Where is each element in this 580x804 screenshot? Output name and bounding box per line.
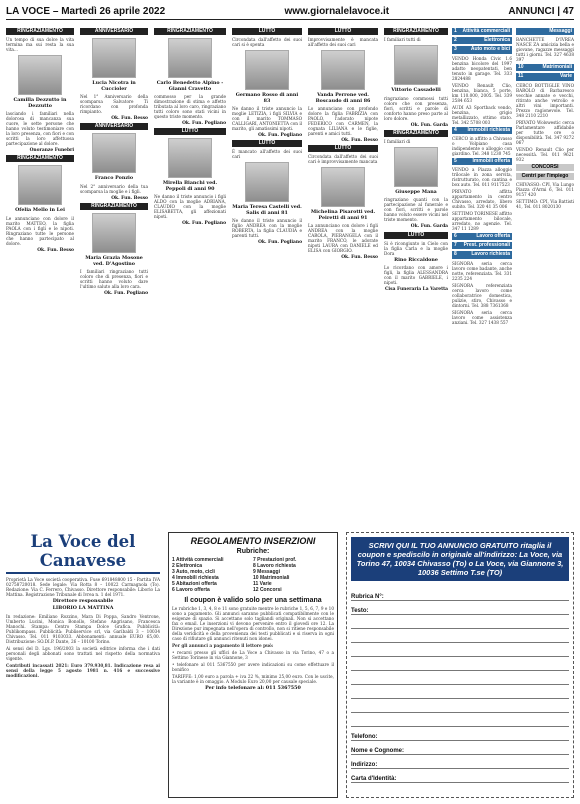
- header-website[interactable]: www.giornalelavoce.it: [284, 6, 390, 17]
- classified-ad: SIGNORA seria cerca lavoro come assistenza anziani. Tel. 327 1438 557: [452, 309, 512, 325]
- category-label: Attività commerciali: [462, 28, 510, 34]
- notice-body: Ne danno il triste annuncio i figli ALDO con la moglie ADRIANA, CLAUDIO con la moglie ELISABETTA, gli affezionati nipoti.: [154, 194, 226, 220]
- intro-text: Circondata dall'affetto dei suoi cari è improvvisamente mancata: [308, 154, 378, 165]
- classified-ad: BANCHETTE D'IVREA NASCE ZA amicizia bella e giovane, ragazze messaggi tutti i giorni. Tel. 327 4638 397: [516, 37, 574, 63]
- category-number: 11: [518, 73, 524, 80]
- portrait-photo: [168, 38, 212, 78]
- notice-body: Nel 1° Anniversario della scomparsa Salvatore Ti ricordano con profonda rimpianto.: [80, 94, 148, 115]
- masthead-body: In redazione: Emiliano Rozzino, Mara Di Poppa, Sandro Ventrone, Umberto Lucini, Monica Bonollo, Stefano Angrisano, Francesca Manochi. Stampa: Centro Stampa Dolce Grafica. Pubblicità: Publikompass. Pubblicità: Publiservice srl, via Garibaldi 3 – 10034 Chivasso. Tel. 011 9103033. Abbonamenti: annuale EURO 65,00. Distribuzione: SO.DI.P. Dante, 26 – 10100 Torino.: [6, 613, 160, 644]
- signature: Ok. Fun. Garda: [410, 224, 448, 230]
- regulation-box: [168, 532, 338, 798]
- notice-body: I familiari ringraziano tutti coloro che di presenza, fiori e scritti hanno voluto dare l'ultimo saluto alla loro cara.: [80, 269, 148, 290]
- notice-body: Lo annunciano con profondo dolore la figlia FABRIZIA con PAOLO, l'adorato nipote FEDERICO con CARMEN, la cognata LILIANA e le figlie, parenti e amici tutti.: [308, 106, 378, 137]
- regulation-body: Le rubriche 1, 3, 4, 8 e 11 sono gratuite mentre le rubriche 1, 5, 6, 7, 9 e 10 sono a pagamento. Gli annunci saranno pubblicati compatibilmente con le esigenze di spazio. Si accettano solo tagliandi originali. Non si accettano fax o email. Le inserzioni vi devono pervenire entro il giovedì ore 12. La Direzione pur impegnata nell'opera di controllo, non si ritiene responsabile della veridicità e della provenienza dei testi pubblicati e si riserva in ogni caso di rifiutare gli annunci ritenuti non idonei.: [172, 606, 335, 641]
- band: ANNIVERSARIO: [80, 28, 148, 35]
- classified-ad: PRIVATO Wolswestic cerca Parlamentare affidabile per tutte ore o disponibilità. Tel. 347 9272 067: [516, 119, 574, 145]
- category-header: CONCORSI: [516, 164, 574, 171]
- category-header: [452, 251, 512, 258]
- portrait-photo: [18, 55, 62, 95]
- annunci-column-right: [516, 26, 574, 526]
- column-4: [232, 26, 302, 526]
- category-label: Auto moto e bici: [470, 46, 510, 53]
- nome-field[interactable]: [351, 741, 569, 755]
- classified-ad: VENDO Renault Clio per necessità. Tel. 011 9621 932: [516, 146, 574, 162]
- telefono-field[interactable]: [351, 727, 569, 741]
- portrait-photo: [92, 38, 136, 78]
- signature: Ok. Fun. Garda: [410, 122, 448, 128]
- regulation-title: REGOLAMENTO INSERZIONI: [190, 536, 316, 546]
- signature: Ok. Fun. Pogliano: [104, 291, 148, 297]
- signature: Ok. Fun. Pogliano: [258, 133, 302, 139]
- category-number: 5: [454, 157, 457, 164]
- deceased-name: Michelina Pisarotti ved. Peiretti di anni 91: [310, 209, 376, 221]
- column-5: [308, 26, 378, 526]
- rubrica-item: 7 Prestazioni prof.: [253, 557, 297, 563]
- intro-text: Improvvisamente è mancata all'affetto dei suoi cari: [308, 37, 378, 48]
- column-6: [384, 26, 448, 526]
- band: LUTTO: [384, 232, 448, 239]
- rubrica-item: 11 Varie: [253, 581, 272, 587]
- signature: Onoranze Funebri: [29, 148, 74, 154]
- portrait-photo: [321, 50, 365, 90]
- coupon-header: SCRIVI QUI IL TUO ANNUNCIO GRATUITO ritaglia il coupon e spediscilo in originale all'indirizzo: La Voce, via Torino 47, 10034 Chivasso (To) o La Voce, via Giannone 3, 10036 Settimo T.se (TO): [351, 537, 569, 581]
- classified-ad: AUDI A3 Sportback vendo, benzina, grigio metallizzato, ottimo stato. Tel. 342 5708 003: [452, 104, 512, 125]
- band: RINGRAZIAMENTO: [384, 130, 448, 137]
- indirizzo-field[interactable]: [351, 755, 569, 769]
- deceased-name: Ofelia Mello in Lei: [15, 207, 65, 214]
- band: RINGRAZIAMENTO: [154, 28, 226, 35]
- masthead-body: Contributi incassati 2021: Euro 379.930,81. Indicazione resa ai sensi della legge 5 agosto 1981 n. 416 e successive modificazioni.: [6, 662, 160, 678]
- masthead-box: [6, 532, 160, 798]
- classified-ad: VENDO Honda Civic 1.6 benzina bicolore del 1997 adatto neopatentati, ben tenuto in garage. Tel. 333 2824488: [452, 55, 512, 81]
- writing-line[interactable]: [351, 699, 569, 713]
- rubrica-item: 12 Concorsi: [253, 587, 282, 593]
- category-number: 2: [454, 37, 457, 44]
- intro-text: Un tempo di sua dolce la vita termina ma sui resta la sua vita...: [6, 37, 74, 53]
- category-label: Lavoro offerta: [476, 233, 510, 240]
- category-number: 7: [454, 242, 457, 249]
- page-header: [6, 4, 574, 20]
- masthead-director: LIBORIO LA MATTINA: [52, 605, 114, 612]
- writing-line[interactable]: [351, 713, 569, 727]
- field-label: Telefono:: [351, 734, 378, 740]
- rubrica-item: 4 Immobili richiesta: [172, 575, 219, 581]
- category-number: 10: [518, 64, 524, 71]
- band: LUTTO: [308, 28, 378, 35]
- notice-body: La annunciano con dolore i figli ANDREA con la moglie CAROLA, PIERANGELA con il marito FRANCO, le adorate nipoti LAURA con DANIELE ed ELISA con GIORGIO.: [308, 223, 378, 254]
- info-phone: Per info telefonare al: 011 5367550: [205, 685, 301, 691]
- regulation-body: • telefonare al 011 5367550 per avere indicazioni su come effettuare il bonifico: [172, 662, 334, 672]
- rubrica-item: 8 Lavoro richiesta: [253, 563, 296, 569]
- band: LUTTO: [232, 140, 302, 147]
- rubrica-item: 1 Attività commerciali: [172, 557, 224, 563]
- band: ANNIVERSARIO: [80, 123, 148, 130]
- rubrica-item: 2 Elettronica: [172, 563, 203, 569]
- field-label: Rubrica N°:: [351, 594, 384, 600]
- writing-line[interactable]: [351, 671, 569, 685]
- intro-text: Si è ricongiunto in Cielo con la figlia Carla e la moglie Dora: [384, 240, 448, 256]
- deceased-name: Maria Teresa Castelli ved. Salis di anni 81: [232, 204, 302, 216]
- column-1: [6, 26, 74, 526]
- category-header: [452, 37, 512, 44]
- intro-text: I familiari tutti di: [384, 37, 421, 43]
- classified-ad: VENDO Renault Clio, benzina, bianca, 5 porte, km 110.000, 2005. Tel. 339 2584 653: [452, 82, 512, 103]
- notice-body: Ne danno il triste annuncio il figlio ANDREA con la moglie ROBERTA, la figlia CLAUDIA e parenti tutti.: [232, 218, 302, 239]
- band: RINGRAZIAMENTO: [6, 155, 74, 162]
- testo-field[interactable]: [351, 601, 569, 615]
- category-label: Varie: [560, 73, 572, 80]
- notice-body: Lo ricordano con amore i figli, la figlia ALESSANDRA con il marito GABRIELE, i nipoti.: [384, 265, 448, 286]
- category-header: [452, 242, 512, 249]
- deceased-name: Vanda Perrone ved. Boscaudo di anni 86: [315, 92, 371, 104]
- portrait-photo: [92, 133, 136, 173]
- classified-ad: SETTIMO TORINESE affitto appartamento bilocale, arredato, no agenzie. Tel. 347 11 1289: [452, 211, 512, 232]
- category-header: [452, 127, 512, 134]
- header-left: LA VOCE – Martedì 26 aprile 2022: [6, 6, 166, 17]
- band: RINGRAZIAMENTO: [6, 28, 74, 35]
- intro-text: È mancato all'affetto dei suoi cari: [232, 149, 302, 160]
- notice-body: ringraziano quanti con la partecipazione al funerale e con fiori, scritti e parole hanno voluto essere vicini nel triste momento.: [384, 197, 448, 223]
- classified-ad: CHIVASSO: CPI, Via Lungo Piazza d'Armi 6, Tel. 011 9157 420: [516, 182, 574, 198]
- portrait-photo: [394, 147, 438, 187]
- deceased-name: Mirella Bianchi ved. Peppoli di anni 90: [162, 180, 218, 192]
- masthead-body: Proprietà La Voce società cooperativa. Fuse 691848800 15 - Partita IVA 02758720018. Sede legale: Via Rotta 8 – 10022 Carmagnola (To). Redazione: Via C. Ferrero, Chivasso. Direttore responsabile: Liborio La Mattina. Registrazione Tribunale di Ivrea n. 1 del 1971.: [6, 577, 160, 597]
- writing-line[interactable]: [351, 629, 569, 643]
- signature: Ok. Fun. Besso: [111, 116, 148, 122]
- category-header: [516, 73, 574, 80]
- coupon-validity: Il coupon è valido solo per una settimana: [184, 597, 322, 604]
- intro-text: I familiari di: [384, 139, 411, 145]
- category-label: Elettronica: [484, 37, 510, 44]
- deceased-name: Carlo Benedetto Alpino - Gianni Cravetto: [156, 80, 224, 92]
- rubrica-field[interactable]: [351, 587, 569, 601]
- rubriche-list: [172, 557, 334, 593]
- field-label: Nome e Cognome:: [351, 748, 405, 754]
- writing-line[interactable]: [351, 685, 569, 699]
- regulation-subtitle: Rubriche:: [236, 548, 270, 555]
- category-number: 3: [454, 46, 457, 53]
- category-header: [452, 233, 512, 240]
- annunci-column-left: [452, 26, 512, 526]
- deceased-name: Maria Grazia Mosone ved. D'Agostino: [85, 255, 143, 267]
- field-label: Testo:: [351, 608, 369, 614]
- category-label: Messaggi: [549, 28, 572, 34]
- regulation-body: TARIFFE: 1,00 euro a parola + iva 22 %, minimo 25,00 euro. Con le uscite, la variante è in omaggio. A Modulo Euro 20,00 per causale speciale.: [172, 674, 334, 684]
- classified-ad: CERCO BOTTIGLIE VINO BAROLO di Barbaresco vecchie annate e vecchi, ritirato anche vetrolio e altri vini importanti. Prezzo ragionevole. Tel. 348 2110 2210: [516, 82, 574, 118]
- band: RINGRAZIAMENTO: [384, 28, 448, 35]
- regulation-body: • recarsi presso gli uffici de La Voce a Chivasso in via Torino, 47 o a Settimo Torinese in via Giannone, 3: [172, 650, 334, 660]
- classified-ad: PRIVATO affitta appartamento in centro Chivasso, arredato, libero subito. Tel. 320 41 35 006: [452, 189, 512, 210]
- classified-ad: CERCO in affitto a Chivasso o Volpiano casa indipendente o alloggio con giardino. Tel. 348 1230 745: [452, 135, 512, 156]
- masthead-body: Ai sensi del D. Lgs. 196/2003 la società editrice informa che i dati personali degli abbonati sono trattati nel rispetto della normativa vigente.: [6, 645, 160, 661]
- band: RINGRAZIAMENTO: [80, 203, 148, 210]
- rubrica-item: 6 Lavoro offerta: [172, 587, 210, 593]
- coupon-box: [346, 532, 574, 798]
- writing-line[interactable]: [351, 657, 569, 671]
- category-header: [452, 158, 512, 165]
- band: LUTTO: [154, 128, 226, 135]
- signature: Ok. Fun. Besso: [111, 195, 148, 201]
- column-2: [80, 26, 148, 526]
- notice-body: Nel 2° anniversario della tua scomparsa la moglie e i figli.: [80, 183, 148, 194]
- deceased-name: Germano Rosso di anni 83: [235, 92, 299, 104]
- rubrica-item: 5 Abitazioni offerta: [172, 581, 217, 587]
- notice-body: ringraziano commossi tutti coloro che con presenza, fiori, scritti e parole di conforto hanno preso parte al loro dolore.: [384, 95, 448, 121]
- portrait-photo: [92, 213, 136, 253]
- masthead-subtitle: Direttore responsabile: [52, 598, 114, 604]
- band: LUTTO: [232, 28, 302, 35]
- category-label: Prest. professionali: [463, 242, 510, 249]
- deceased-name: Camilla Dezzutto in Dezzutto: [13, 97, 67, 109]
- notice-body: Ne danno il triste annuncio la moglie LETIZIA, i figli SILVIA e con il marito TOMMASO CALLIGARI, ANTONIETTA con il marito, gli amatissimi nipoti.: [232, 106, 302, 132]
- category-header: [516, 64, 574, 71]
- signature: Ok. Fun. Pogliano: [258, 240, 302, 246]
- category-number: 6: [454, 233, 457, 240]
- portrait-photo: [245, 162, 289, 202]
- deceased-name: Franco Ponzio: [94, 175, 134, 182]
- portrait-photo: [18, 165, 62, 205]
- signature: Ok. Fun. Pogliano: [182, 121, 226, 127]
- notice-body: lasciando i familiari nella dolorosa di mancanza sua cuore, le sette persone che hanno voluto testimoniare con la loro presenza, con fiori e con scritti la loro affettuosa partecipazione al dolore.: [6, 111, 74, 147]
- rubrica-item: 9 Messaggi: [253, 569, 280, 575]
- category-header: Centri per l'impiego: [516, 173, 574, 180]
- classified-ad: VENDO a Piazza alloggio trilocale in zona servita, ristrutturato, con cantina e box auto. Tel. 011 9117523: [452, 167, 512, 188]
- classified-ad: SETTIMO: CPI, Via Battisti 41, Tel. 011 8020130: [516, 199, 574, 210]
- portrait-photo: [321, 167, 365, 207]
- category-label: Lavoro richiesta: [471, 251, 510, 258]
- deceased-name: Rino Riccaldone: [394, 256, 438, 263]
- rubrica-item: 10 Matrimoniali: [253, 575, 290, 581]
- deceased-name: Vittorio Cassadelli: [391, 87, 441, 94]
- deceased-name: Giuseppe Mana: [395, 189, 437, 196]
- classified-ad: SIGNORA seria cerca lavoro come badante, anche notte, referenziata. Tel. 331 2235 224: [452, 260, 512, 281]
- category-label: Immobili richiesta: [467, 126, 510, 133]
- masthead-title: La Voce del Canavese: [6, 532, 160, 574]
- signature: Ok. Fun. Pogliano: [182, 221, 226, 227]
- signature: Ok. Fun. Besso: [341, 255, 378, 261]
- signature: Ok. Fun. Besso: [37, 247, 74, 253]
- field-label: Indirizzo:: [351, 762, 378, 768]
- classified-ad: SIGNORA referenziata cerca lavoro come collaboratrice domestica, pulizie, stiro, Chivasso e dintorni. Tel. 388 7361368: [452, 282, 512, 308]
- category-number: 1: [454, 28, 457, 34]
- deceased-name: Lucia Nicotra in Cuccioler: [92, 80, 136, 92]
- rubrica-item: 3 Auto, moto, cicli: [172, 569, 215, 575]
- notice-body: commosso per la grande dimostrazione di stima e affetto tributata al loro caro, ringraziano tutti coloro sono stati vicini in questo triste momento.: [154, 94, 226, 120]
- signature: Ok. Fun. Besso: [341, 138, 378, 144]
- signature: Cisa Funeraria La Varetta: [384, 287, 448, 293]
- category-number: 4: [454, 126, 457, 133]
- portrait-photo: [394, 45, 438, 85]
- category-number: 8: [454, 251, 457, 258]
- band: LUTTO: [308, 145, 378, 152]
- category-header: [516, 28, 574, 35]
- field-label: Carta d'Identità:: [351, 776, 397, 782]
- header-section: ANNUNCI | 47: [508, 6, 574, 17]
- carta-field[interactable]: [351, 769, 569, 783]
- category-header: [452, 28, 512, 35]
- intro-text: Circondata dall'affetto dei suoi cari si è spenta: [232, 37, 302, 48]
- portrait-photo: [245, 50, 289, 90]
- category-header: [452, 46, 512, 53]
- regulation-body: Per gli annunci a pagamento il lettore può:: [172, 643, 274, 648]
- category-label: Immobili offerta: [472, 157, 510, 164]
- column-3: [154, 26, 226, 526]
- writing-line[interactable]: [351, 615, 569, 629]
- writing-line[interactable]: [351, 643, 569, 657]
- category-label: Matrimoniali: [542, 64, 572, 71]
- portrait-photo: [168, 138, 212, 178]
- notice-body: Le annunciano con dolore il marito MATTEO, la figlia PAOLA con i figli e le nipoti. Ringraziano tutte le persone che hanno partecipato al dolore.: [6, 215, 74, 246]
